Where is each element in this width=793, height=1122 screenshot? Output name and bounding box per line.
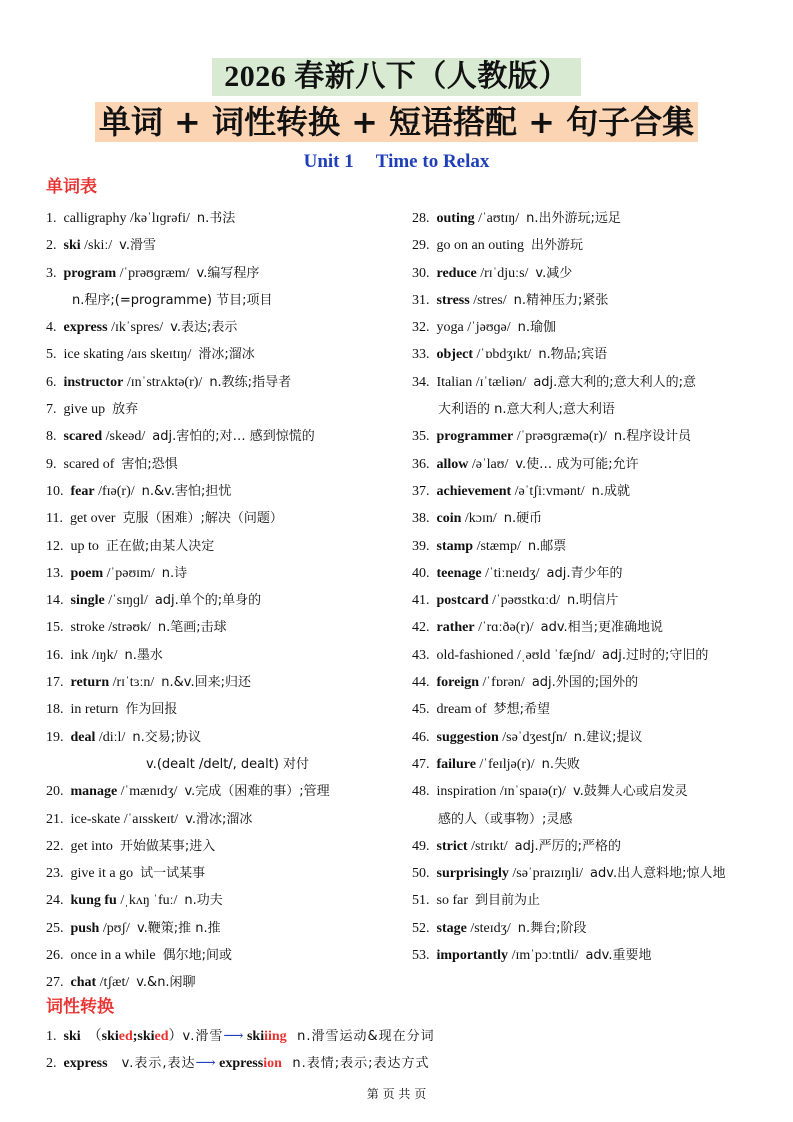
vocab-word: poem [70, 565, 104, 581]
vocab-phonetic: /əˈtʃiːvmənt/ [514, 483, 585, 499]
vocab-meaning: v.滑冰;溜冰 [185, 811, 253, 827]
vocab-meaning: n.交易;协议 [132, 729, 202, 745]
vocab-word: in return [70, 702, 119, 718]
vocab-phonetic: /ˈfɒrən/ [482, 675, 525, 691]
vocab-meaning: n.硬币 [503, 511, 543, 527]
vocab-item: 10. fear /fɪə(r)/ n.&v.害怕;担忧 [46, 483, 232, 499]
vocab-word: coin [436, 511, 462, 527]
vocab-item: 2. ski /skiː/ v.滑雪 [46, 238, 156, 254]
vocab-item: 28. outing /ˈaʊtɪŋ/ n.出外游玩;远足 [412, 211, 621, 226]
vocab-word: fear [70, 483, 95, 499]
vocab-phonetic: /ˈpəʊstkɑːd/ [492, 593, 561, 609]
vocab-meaning: n.程序设计员 [613, 429, 692, 445]
conversion-section-title: 词性转换 [46, 997, 114, 1017]
arrow-icon: ⟶ [195, 1056, 216, 1071]
vocab-word: strict [436, 838, 468, 854]
vocab-item: 30. reduce /rɪˈdjuːs/ v.减少 [412, 265, 573, 281]
vocab-phonetic: /fɪə(r)/ [98, 483, 135, 499]
unit-number: Unit 1 [303, 151, 354, 172]
conversion-word: express [63, 1056, 108, 1071]
vocab-item: 41. postcard /ˈpəʊstkɑːd/ n.明信片 [412, 593, 619, 609]
vocab-phonetic: /ˈfeɪljə(r)/ [479, 756, 535, 772]
vocab-word: manage [70, 784, 118, 800]
vocab-phonetic: /səˈpraɪzɪŋli/ [512, 866, 584, 882]
vocab-word: teenage [436, 565, 482, 581]
vocab-meaning: 克服（困难）;解决（问题） [122, 511, 283, 527]
vocab-meaning: adj.害怕的;对… 感到惊慌的 [152, 429, 315, 445]
vocab-item: 53. importantly /ɪmˈpɔːtntli/ adv.重要地 [412, 948, 652, 964]
vocab-item: 26. once in a while 偶尔地;间或 [46, 948, 233, 964]
vocab-meaning: n.书法 [196, 211, 236, 226]
vocab-meaning: n.建议;提议 [573, 729, 643, 745]
vocab-word: push [70, 920, 100, 936]
vocab-item: 1. calligraphy /kəˈlɪɡrəfi/ n.书法 [46, 211, 236, 226]
vocab-meaning: n.精神压力;紧张 [513, 292, 609, 308]
vocab-word: outing [436, 211, 475, 226]
vocab-meaning-continued: n.程序;(=programme) 节目;项目 [72, 292, 273, 308]
vocab-item: 39. stamp /stæmp/ n.邮票 [412, 538, 567, 554]
vocab-meaning: 害怕;恐惧 [121, 456, 178, 472]
vocab-word: program [63, 265, 117, 281]
vocab-meaning: 偶尔地;间或 [162, 948, 233, 964]
vocab-column-left [46, 205, 396, 997]
vocab-meaning: n.&v.害怕;担忧 [141, 483, 232, 499]
vocab-item: 8. scared /skeəd/ adj.害怕的;对… 感到惊慌的 [46, 429, 315, 445]
vocab-meaning: v.使… 成为可能;允许 [515, 456, 639, 472]
vocab-word: stress [436, 292, 470, 308]
vocab-meaning: adv.出人意料地;惊人地 [590, 866, 726, 882]
vocab-phonetic: /diːl/ [98, 729, 126, 745]
vocab-phonetic: /ɪnˈstrʌktə(r)/ [126, 374, 203, 390]
vocab-meaning: adj.过时的;守旧的 [602, 647, 709, 663]
vocab-meaning: n.笔画;击球 [157, 620, 227, 636]
vocab-word: single [70, 593, 105, 609]
vocab-phonetic: /steɪdʒ/ [470, 920, 511, 936]
vocab-meaning: v.&n.闲聊 [136, 975, 196, 991]
vocab-meaning: v.滑雪 [119, 238, 156, 254]
vocab-item: 15. stroke /strəʊk/ n.笔画;击球 [46, 620, 227, 636]
vocab-word: reduce [436, 265, 477, 281]
vocab-item: 20. manage /ˈmænɪdʒ/ v.完成（困难的事）;管理 [46, 784, 330, 800]
vocab-meaning-continued: v.(dealt /delt/, dealt) 对付 [146, 756, 310, 772]
vocab-word: suggestion [436, 729, 499, 745]
vocab-phonetic: /rɪˈtɜːn/ [112, 675, 155, 691]
vocab-item: 24. kung fu /ˌkʌŋ ˈfuː/ n.功夫 [46, 893, 223, 909]
vocab-item: 11. get over 克服（困难）;解决（问题） [46, 511, 283, 527]
vocab-word: old-fashioned [436, 647, 514, 663]
vocab-item: 21. ice-skate /ˈaɪsskeɪt/ v.滑冰;溜冰 [46, 811, 253, 827]
vocab-meaning: v.完成（困难的事）;管理 [184, 784, 330, 800]
vocab-word: chat [70, 975, 97, 991]
conversion-row: 2. express v.表示,表达⟶ expression n.表情;表示;表达方式 [46, 1056, 430, 1071]
vocab-phonetic: /ˈsɪŋɡl/ [108, 593, 148, 609]
vocab-word: foreign [436, 675, 480, 691]
vocab-word: dream of [436, 702, 487, 718]
vocab-word: give up [63, 402, 106, 418]
vocab-word: instructor [63, 374, 124, 390]
vocab-word: ice-skate [70, 811, 121, 827]
vocab-meaning: n.教练;指导者 [209, 374, 292, 390]
vocab-item: 40. teenage /ˈtiːneɪdʒ/ adj.青少年的 [412, 565, 623, 581]
vocab-section-title: 单词表 [46, 177, 97, 197]
vocab-meaning: adj.意大利的;意大利人的;意 [533, 374, 697, 390]
vocab-meaning: n.出外游玩;远足 [526, 211, 621, 226]
vocab-meaning: adv.相当;更准确地说 [540, 620, 664, 636]
vocab-phonetic: /səˈdʒestʃn/ [502, 729, 567, 745]
vocab-phonetic: /strɪkt/ [471, 838, 508, 854]
vocab-item: 7. give up 放弃 [46, 402, 139, 418]
vocab-word: ice skating [63, 347, 124, 363]
page-footer: 第 页 共 页 [366, 1087, 427, 1101]
vocab-meaning: n.失败 [541, 756, 580, 772]
vocab-meaning: 试一试某事 [140, 866, 206, 882]
vocab-item: 49. strict /strɪkt/ adj.严厉的;严格的 [412, 838, 621, 854]
vocab-word: up to [70, 538, 99, 554]
vocab-meaning: adj.单个的;单身的 [154, 593, 262, 609]
vocab-item: 47. failure /ˈfeɪljə(r)/ n.失败 [412, 756, 580, 772]
vocab-phonetic: /ɪkˈspres/ [111, 320, 164, 336]
vocab-item: 36. allow /əˈlaʊ/ v.使… 成为可能;允许 [412, 456, 639, 472]
vocab-item: 3. program /ˈprəʊɡræm/ v.编写程序 n.程序;(=programme) 节目;项目 [46, 260, 396, 315]
vocab-phonetic: /ɪmˈpɔːtntli/ [511, 948, 579, 964]
vocab-phonetic: /tʃæt/ [99, 975, 130, 991]
vocab-phonetic: /stres/ [473, 292, 507, 308]
vocab-item: 37. achievement /əˈtʃiːvmənt/ n.成就 [412, 483, 631, 499]
vocab-item: 32. yoga /ˈjəʊɡə/ n.瑜伽 [412, 320, 557, 336]
vocab-phonetic: /ˈjəʊɡə/ [467, 320, 511, 336]
vocab-item: 23. give it a go 试一试某事 [46, 866, 206, 882]
vocab-item: 29. go on an outing 出外游玩 [412, 238, 584, 254]
vocab-word: go on an outing [436, 238, 524, 254]
vocab-meaning: v.鞭策;推 n.推 [136, 920, 221, 936]
vocab-phonetic: /aɪs skeɪtɪŋ/ [127, 347, 192, 363]
title-line-2-wrap [0, 102, 793, 142]
vocab-word: achievement [436, 483, 512, 499]
vocab-word: so far [436, 893, 468, 909]
vocab-word: allow [436, 456, 469, 472]
vocab-item: 42. rather /ˈrɑːðə(r)/ adv.相当;更准确地说 [412, 620, 664, 636]
vocab-item: 25. push /pʊʃ/ v.鞭策;推 n.推 [46, 920, 221, 936]
vocab-phonetic: /ˌəʊld ˈfæʃnd/ [516, 647, 596, 663]
vocab-phonetic: /ˈtiːneɪdʒ/ [485, 565, 540, 581]
vocab-meaning: 放弃 [112, 402, 139, 418]
vocab-word: rather [436, 620, 475, 636]
vocab-meaning: v.减少 [535, 265, 573, 281]
vocab-meaning: n.邮票 [527, 538, 567, 554]
vocab-word: postcard [436, 593, 489, 609]
vocab-meaning: 正在做;由某人决定 [105, 538, 215, 554]
vocab-meaning-continued: 感的人（或事物）;灵感 [438, 811, 573, 827]
vocab-phonetic: /əˈlaʊ/ [471, 456, 509, 472]
vocab-phonetic: /skiː/ [84, 238, 113, 254]
document-title: 2026 春新八下（人教版） [212, 58, 581, 96]
vocab-meaning: 作为回报 [125, 702, 178, 718]
vocab-item: 16. ink /ɪŋk/ n.墨水 [46, 647, 163, 663]
arrow-icon: ⟶ [223, 1029, 244, 1044]
vocab-meaning: n.&v.回来;归还 [161, 675, 251, 691]
vocab-phonetic: /ˈmænɪdʒ/ [120, 784, 178, 800]
vocab-item: 27. chat /tʃæt/ v.&n.闲聊 [46, 975, 196, 991]
vocab-word: kung fu [70, 893, 117, 909]
vocab-word: object [436, 347, 474, 363]
vocab-item: 12. up to 正在做;由某人决定 [46, 538, 215, 554]
vocab-item: 33. object /ˈɒbdʒɪkt/ n.物品;宾语 [412, 347, 608, 363]
vocab-meaning: adj.青少年的 [546, 565, 623, 581]
vocab-item: 5. ice skating /aɪs skeɪtɪŋ/ 滑冰;溜冰 [46, 347, 255, 363]
vocab-item: 13. poem /ˈpəʊɪm/ n.诗 [46, 565, 188, 581]
vocab-meaning: 开始做某事;进入 [119, 838, 216, 854]
conversion-row: 1. ski （skied;skied）v.滑雪⟶ skiiing n.滑雪运动&现在分词 [46, 1029, 435, 1044]
vocab-meaning: 到目前为止 [475, 893, 541, 909]
vocab-phonetic: /pʊʃ/ [102, 920, 130, 936]
vocab-meaning: n.墨水 [124, 647, 163, 663]
vocab-meaning: n.功夫 [184, 893, 223, 909]
vocab-item: 14. single /ˈsɪŋɡl/ adj.单个的;单身的 [46, 593, 262, 609]
vocab-word: express [63, 320, 108, 336]
vocab-word: stage [436, 920, 467, 936]
vocab-word: importantly [436, 948, 509, 964]
vocab-meaning: n.瑜伽 [517, 320, 557, 336]
vocab-phonetic: /ˈaʊtɪŋ/ [478, 211, 520, 226]
vocab-phonetic: /ˈɒbdʒɪkt/ [476, 347, 532, 363]
vocab-word: inspiration [436, 784, 497, 800]
vocab-item: 51. so far 到目前为止 [412, 893, 541, 909]
vocab-word: stamp [436, 538, 474, 554]
vocab-phonetic: /ˈpəʊɪm/ [106, 565, 155, 581]
vocab-item: 48. inspiration /ɪnˈspaɪə(r)/ v.鼓舞人心或启发灵 感的人（或事物）;灵感 [412, 778, 760, 833]
vocab-item: 44. foreign /ˈfɒrən/ adj.外国的;国外的 [412, 675, 639, 691]
vocab-meaning: adj.外国的;国外的 [531, 675, 639, 691]
vocab-meaning-continued: 大利语的 n.意大利人;意大利语 [438, 402, 615, 418]
vocab-word: scared [63, 429, 103, 445]
vocab-word: get into [70, 838, 113, 854]
vocab-item: 18. in return 作为回报 [46, 702, 178, 718]
vocab-word: calligraphy [63, 211, 127, 226]
vocab-phonetic: /ɪŋk/ [91, 647, 118, 663]
vocab-word: stroke [70, 620, 105, 636]
vocab-phonetic: /ɪnˈspaɪə(r)/ [499, 784, 566, 800]
vocab-item: 45. dream of 梦想;希望 [412, 702, 551, 718]
vocab-item: 6. instructor /ɪnˈstrʌktə(r)/ n.教练;指导者 [46, 374, 292, 390]
vocab-meaning: v.表达;表示 [170, 320, 238, 336]
vocab-meaning: n.诗 [161, 565, 188, 581]
vocab-meaning: 梦想;希望 [493, 702, 551, 718]
vocab-word: once in a while [70, 948, 156, 964]
vocab-item: 52. stage /steɪdʒ/ n.舞台;阶段 [412, 920, 587, 936]
vocab-word: failure [436, 756, 476, 772]
vocab-phonetic: /kəˈlɪɡrəfi/ [129, 211, 190, 226]
vocab-column-right [412, 205, 760, 969]
conversion-word: ski [63, 1029, 81, 1044]
vocab-item: 43. old-fashioned /ˌəʊld ˈfæʃnd/ adj.过时的;守旧的 [412, 647, 709, 663]
vocab-phonetic: /stæmp/ [476, 538, 521, 554]
vocab-word: ink [70, 647, 89, 663]
vocab-item: 19. deal /diːl/ n.交易;协议 v.(dealt /delt/, dealt) 对付 [46, 724, 396, 779]
vocab-item: 9. scared of 害怕;恐惧 [46, 456, 178, 472]
vocab-phonetic: /ˈaɪsskeɪt/ [123, 811, 179, 827]
vocab-word: programmer [436, 429, 514, 445]
vocab-meaning: n.明信片 [567, 593, 619, 609]
vocab-word: ski [63, 238, 81, 254]
vocab-item: 35. programmer /ˈprəʊɡræmə(r)/ n.程序设计员 [412, 429, 692, 445]
vocab-item: 50. surprisingly /səˈpraɪzɪŋli/ adv.出人意料地;惊人地 [412, 866, 726, 882]
vocab-meaning: n.物品;宾语 [538, 347, 608, 363]
vocab-item: 38. coin /kɔɪn/ n.硬币 [412, 511, 543, 527]
vocab-phonetic: /kɔɪn/ [464, 511, 497, 527]
unit-heading [0, 150, 793, 174]
vocab-item: 34. Italian /ɪˈtæliən/ adj.意大利的;意大利人的;意 大利语的 n.意大利人;意大利语 [412, 369, 760, 424]
vocab-item: 4. express /ɪkˈspres/ v.表达;表示 [46, 320, 238, 336]
vocab-phonetic: /ˌkʌŋ ˈfuː/ [120, 893, 178, 909]
unit-title: Time to Relax [375, 151, 490, 172]
vocab-phonetic: /strəʊk/ [108, 620, 151, 636]
vocab-word: get over [69, 511, 116, 527]
vocab-word: Italian [436, 374, 473, 390]
vocab-item: 22. get into 开始做某事;进入 [46, 838, 216, 854]
vocab-word: deal [70, 729, 96, 745]
vocab-phonetic: /ˈrɑːðə(r)/ [478, 620, 534, 636]
vocab-word: give it a go [70, 866, 134, 882]
title-line-1-wrap [0, 58, 793, 96]
vocab-meaning: adj.严厉的;严格的 [514, 838, 621, 854]
vocab-phonetic: /ɪˈtæliən/ [475, 374, 527, 390]
vocab-meaning: n.成就 [591, 483, 631, 499]
vocab-item: 17. return /rɪˈtɜːn/ n.&v.回来;归还 [46, 675, 251, 691]
vocab-meaning: n.舞台;阶段 [517, 920, 587, 936]
vocab-word: surprisingly [436, 866, 509, 882]
document-subtitle: 单词 + 词性转换 + 短语搭配 + 句子合集 [95, 102, 698, 142]
vocab-word: scared of [63, 456, 115, 472]
vocab-meaning: 出外游玩 [531, 238, 584, 254]
vocab-meaning: 滑冰;溜冰 [198, 347, 255, 363]
vocab-word: return [70, 675, 110, 691]
vocab-item: 31. stress /stres/ n.精神压力;紧张 [412, 292, 609, 308]
vocab-phonetic: /ˈprəʊɡræm/ [119, 265, 190, 281]
vocab-item: 46. suggestion /səˈdʒestʃn/ n.建议;提议 [412, 729, 643, 745]
vocab-phonetic: /rɪˈdjuːs/ [480, 265, 529, 281]
vocab-meaning: v.鼓舞人心或启发灵 [572, 784, 688, 800]
vocab-phonetic: /skeəd/ [105, 429, 146, 445]
vocab-meaning: v.编写程序 [196, 265, 260, 281]
vocab-phonetic: /ˈprəʊɡræmə(r)/ [516, 429, 607, 445]
vocab-meaning: adv.重要地 [585, 948, 652, 964]
vocab-word: yoga [436, 320, 464, 336]
